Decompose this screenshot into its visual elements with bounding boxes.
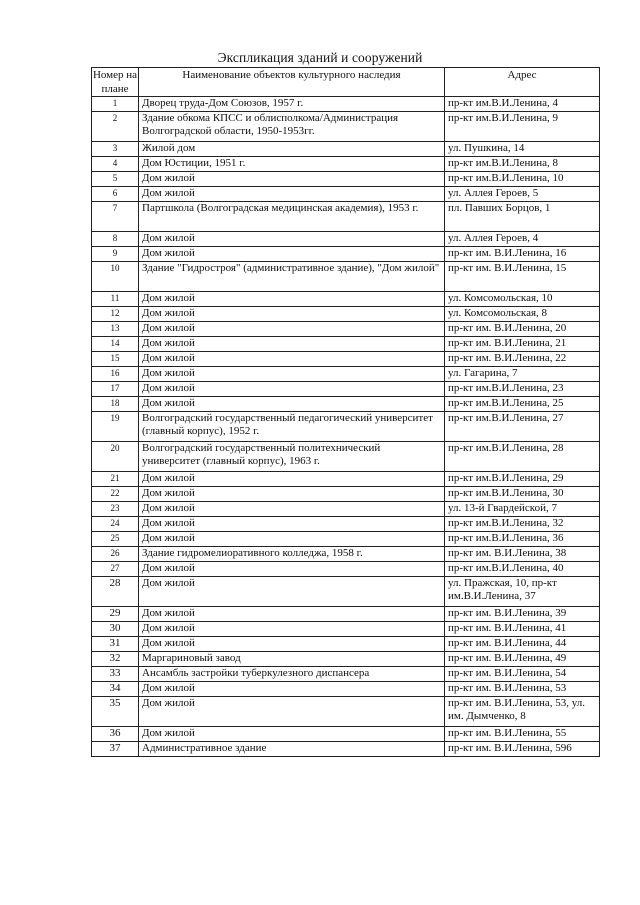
row-name: Дом жилой: [139, 562, 445, 577]
table-row: [92, 652, 600, 667]
row-name: Ансамбль застройки туберкулезного диспансера: [139, 667, 445, 682]
row-address: пр-кт им. В.И.Ленина, 21: [445, 337, 600, 352]
table-row: [92, 577, 600, 607]
row-number: 22: [92, 487, 139, 502]
row-name: Дом жилой: [139, 352, 445, 367]
table-row: [92, 742, 600, 757]
row-name: Дом жилой: [139, 517, 445, 532]
row-number: 4: [92, 157, 139, 172]
table-row: [92, 367, 600, 382]
row-name: Дом жилой: [139, 472, 445, 487]
table-row: [92, 667, 600, 682]
table-row: [92, 172, 600, 187]
row-number: 11: [92, 292, 139, 307]
row-name: Партшкола (Волгоградская медицинская академия), 1953 г.: [139, 202, 445, 232]
table-row: [92, 322, 600, 337]
row-name: Дом жилой: [139, 697, 445, 727]
row-number: 19: [92, 412, 139, 442]
row-name: Дом жилой: [139, 232, 445, 247]
table-row: [92, 472, 600, 487]
row-name: Здание "Гидростроя" (административное здание), "Дом жилой": [139, 262, 445, 292]
row-name: Жилой дом: [139, 142, 445, 157]
row-address: пр-кт им. В.И.Ленина, 41: [445, 622, 600, 637]
row-name: Дом жилой: [139, 682, 445, 697]
table-row: [92, 487, 600, 502]
header-name: Наименование объектов культурного наследия: [139, 68, 445, 97]
row-name: Административное здание: [139, 742, 445, 757]
row-address: ул. Пражская, 10, пр-кт им.В.И.Ленина, 37: [445, 577, 600, 607]
table-row: [92, 97, 600, 112]
row-address: ул. 13-й Гвардейской, 7: [445, 502, 600, 517]
row-number: 24: [92, 517, 139, 532]
row-name: Дом жилой: [139, 397, 445, 412]
table-row: [92, 247, 600, 262]
row-name: Дворец труда-Дом Союзов, 1957 г.: [139, 97, 445, 112]
row-name: Дом жилой: [139, 487, 445, 502]
table-row: [92, 532, 600, 547]
row-address: пр-кт им. В.И.Ленина, 49: [445, 652, 600, 667]
header-number: Номер на плане: [92, 69, 138, 95]
row-name: Здание гидромелиоративного колледжа, 1958 г.: [139, 547, 445, 562]
row-number: 7: [92, 202, 139, 232]
row-number: 9: [92, 247, 139, 262]
row-address: ул. Комсомольская, 8: [445, 307, 600, 322]
document-title: Экспликация зданий и сооружений: [217, 50, 423, 65]
row-address: пр-кт им. В.И.Ленина, 53: [445, 682, 600, 697]
table-row: [92, 337, 600, 352]
row-address: пр-кт им.В.И.Ленина, 4: [445, 97, 600, 112]
table-row: [92, 682, 600, 697]
row-name: Дом жилой: [139, 532, 445, 547]
row-name: Дом жилой: [139, 247, 445, 262]
row-number: 23: [92, 502, 139, 517]
table-row: [92, 352, 600, 367]
table-row: [92, 607, 600, 622]
row-address: пр-кт им.В.И.Ленина, 28: [445, 442, 600, 472]
row-number: 3: [92, 142, 139, 157]
table-row: [92, 187, 600, 202]
row-address: пр-кт им.В.И.Ленина, 32: [445, 517, 600, 532]
table-row: [92, 412, 600, 442]
row-number: 16: [92, 367, 139, 382]
row-address: пр-кт им.В.И.Ленина, 9: [445, 112, 600, 142]
row-name: Волгоградский государственный политехнический университет (главный корпус), 1963 г.: [139, 442, 445, 472]
table-row: [92, 622, 600, 637]
row-number: 37: [92, 742, 139, 757]
row-address: пр-кт им.В.И.Ленина, 40: [445, 562, 600, 577]
row-address: ул. Пушкина, 14: [445, 142, 600, 157]
row-address: пр-кт им. В.И.Ленина, 54: [445, 667, 600, 682]
row-address: пр-кт им. В.И.Ленина, 20: [445, 322, 600, 337]
row-number: 20: [92, 442, 139, 472]
table-row: [92, 397, 600, 412]
row-address: ул. Аллея Героев, 5: [445, 187, 600, 202]
row-number: 21: [92, 472, 139, 487]
row-name: Дом жилой: [139, 337, 445, 352]
row-address: пр-кт им. В.И.Ленина, 596: [445, 742, 600, 757]
header-address: Адрес: [445, 68, 600, 97]
row-name: Дом жилой: [139, 307, 445, 322]
table-row: [92, 307, 600, 322]
row-number: 1: [92, 97, 139, 112]
row-name: Дом жилой: [139, 577, 445, 607]
row-address: пр-кт им.В.И.Ленина, 8: [445, 157, 600, 172]
row-name: Дом жилой: [139, 187, 445, 202]
row-name: Дом жилой: [139, 382, 445, 397]
row-address: пр-кт им.В.И.Ленина, 25: [445, 397, 600, 412]
table-row: [92, 697, 600, 727]
row-number: 5: [92, 172, 139, 187]
row-name: Дом жилой: [139, 622, 445, 637]
row-address: ул. Гагарина, 7: [445, 367, 600, 382]
table-row: [92, 727, 600, 742]
table-row: [92, 562, 600, 577]
row-number: 12: [92, 307, 139, 322]
table-row: [92, 382, 600, 397]
row-address: пр-кт им. В.И.Ленина, 16: [445, 247, 600, 262]
buildings-table: [91, 67, 600, 757]
row-address: пр-кт им. В.И.Ленина, 53, ул. им. Дымченко, 8: [445, 697, 600, 727]
row-number: 30: [92, 622, 139, 637]
row-address: пр-кт им. В.И.Ленина, 55: [445, 727, 600, 742]
row-address: пр-кт им. В.И.Ленина, 22: [445, 352, 600, 367]
row-address: пр-кт им.В.И.Ленина, 30: [445, 487, 600, 502]
row-number: 27: [92, 562, 139, 577]
row-name: Дом жилой: [139, 322, 445, 337]
table-header-row: [92, 68, 600, 97]
table-body: [92, 97, 600, 757]
row-address: пр-кт им. В.И.Ленина, 44: [445, 637, 600, 652]
row-number: 15: [92, 352, 139, 367]
row-name: Дом жилой: [139, 502, 445, 517]
table-row: [92, 442, 600, 472]
table-row: [92, 517, 600, 532]
row-address: пр-кт им.В.И.Ленина, 23: [445, 382, 600, 397]
row-address: пр-кт им.В.И.Ленина, 36: [445, 532, 600, 547]
row-number: 17: [92, 382, 139, 397]
row-number: 25: [92, 532, 139, 547]
row-number: 34: [92, 682, 139, 697]
row-address: ул. Комсомольская, 10: [445, 292, 600, 307]
row-address: ул. Аллея Героев, 4: [445, 232, 600, 247]
row-name: Волгоградский государственный педагогический университет (главный корпус), 1952 г.: [139, 412, 445, 442]
row-number: 35: [92, 697, 139, 727]
table-row: [92, 292, 600, 307]
table-row: [92, 637, 600, 652]
row-address: пр-кт им. В.И.Ленина, 39: [445, 607, 600, 622]
row-number: 32: [92, 652, 139, 667]
row-number: 26: [92, 547, 139, 562]
row-address: пр-кт им.В.И.Ленина, 29: [445, 472, 600, 487]
row-name: Дом жилой: [139, 727, 445, 742]
row-number: 18: [92, 397, 139, 412]
row-address: пр-кт им. В.И.Ленина, 38: [445, 547, 600, 562]
row-number: 14: [92, 337, 139, 352]
row-name: Дом жилой: [139, 637, 445, 652]
row-name: Дом Юстиции, 1951 г.: [139, 157, 445, 172]
row-address: пр-кт им.В.И.Ленина, 10: [445, 172, 600, 187]
row-number: 13: [92, 322, 139, 337]
row-number: 29: [92, 607, 139, 622]
row-name: Дом жилой: [139, 607, 445, 622]
row-number: 8: [92, 232, 139, 247]
row-name: Дом жилой: [139, 367, 445, 382]
row-address: пр-кт им. В.И.Ленина, 15: [445, 262, 600, 292]
row-number: 10: [92, 262, 139, 292]
row-name: Маргариновый завод: [139, 652, 445, 667]
row-number: 36: [92, 727, 139, 742]
row-number: 33: [92, 667, 139, 682]
table-row: [92, 112, 600, 142]
row-number: 6: [92, 187, 139, 202]
table-row: [92, 547, 600, 562]
table-row: [92, 262, 600, 292]
row-name: Здание обкома КПСС и облисполкома/Администрация Волгоградской области, 1950-1953гг.: [139, 112, 445, 142]
table-row: [92, 142, 600, 157]
table-row: [92, 202, 600, 232]
row-number: 31: [92, 637, 139, 652]
row-address: пл. Павших Борцов, 1: [445, 202, 600, 232]
table-row: [92, 232, 600, 247]
row-name: Дом жилой: [139, 172, 445, 187]
table-row: [92, 157, 600, 172]
table-row: [92, 502, 600, 517]
row-name: Дом жилой: [139, 292, 445, 307]
row-number: 28: [92, 577, 139, 607]
row-address: пр-кт им.В.И.Ленина, 27: [445, 412, 600, 442]
row-number: 2: [92, 112, 139, 142]
